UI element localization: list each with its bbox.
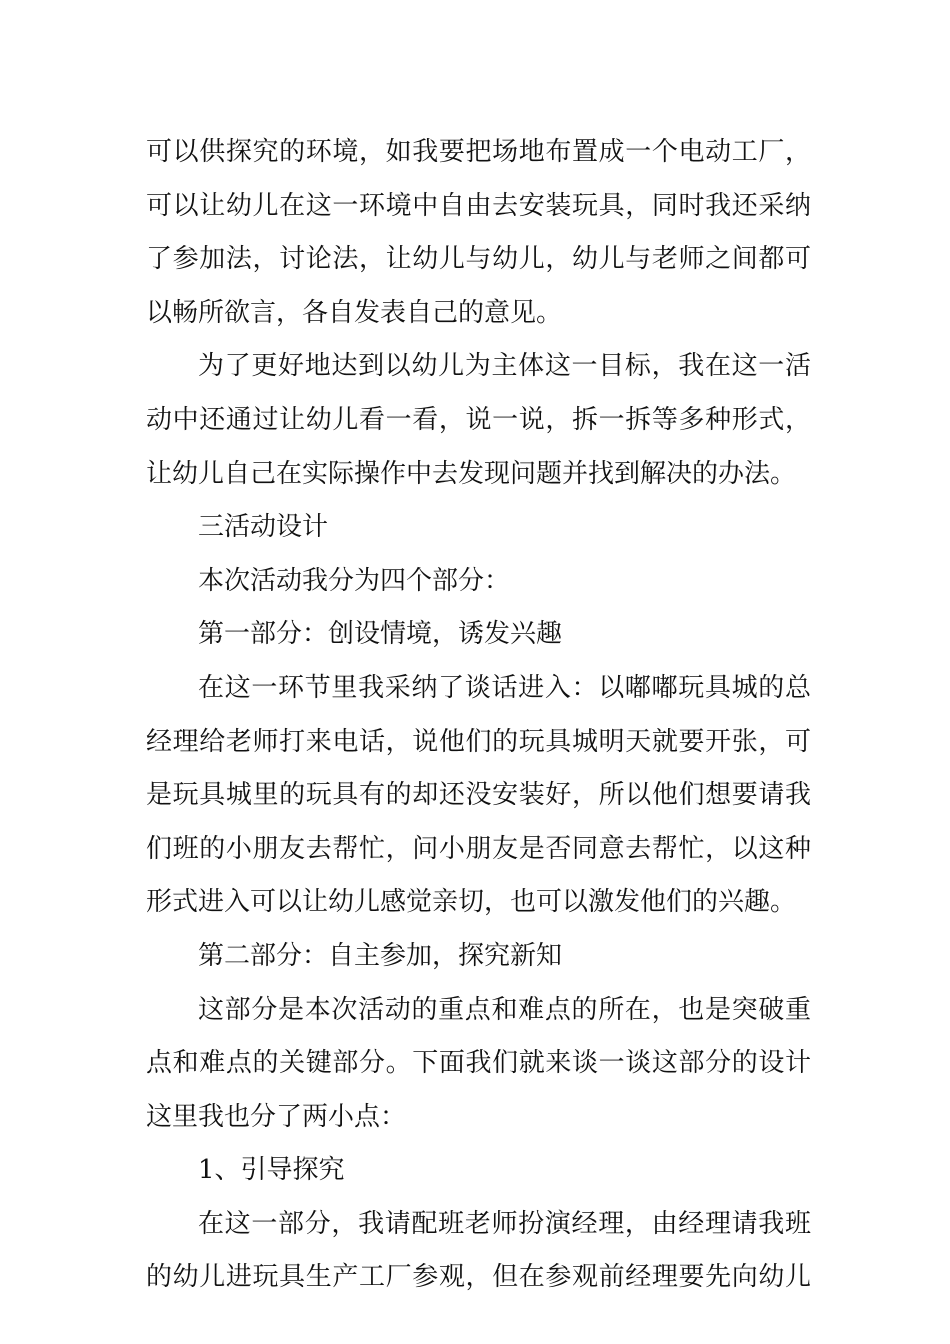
text-line: 这部分是本次活动的重点和难点的所在，也是突破重 — [198, 994, 811, 1025]
text-line: 为了更好地达到以幼儿为主体这一目标，我在这一活 — [198, 351, 811, 382]
section-heading: 三活动设计 — [198, 512, 329, 543]
text-line: 了参加法，讨论法，让幼儿与幼儿，幼儿与老师之间都可 — [146, 244, 811, 275]
text-line: 让幼儿自己在实际操作中去发现问题并找到解决的办法。 — [146, 458, 797, 489]
text-line: 本次活动我分为四个部分： — [198, 565, 511, 596]
text-line: 这里我也分了两小点： — [146, 1101, 407, 1132]
text-line: 形式进入可以让幼儿感觉亲切，也可以激发他们的兴趣。 — [146, 887, 797, 918]
text-line: 动中还通过让幼儿看一看，说一说，拆一拆等多种形式， — [146, 404, 811, 435]
text-line: 是玩具城里的玩具有的却还没安装好，所以他们想要请我 — [146, 780, 811, 811]
text-line: 可以供探究的环境，如我要把场地布置成一个电动工厂， — [146, 137, 811, 167]
text-line: 点和难点的关键部分。下面我们就来谈一谈这部分的设计 — [146, 1048, 811, 1079]
text-line: 们班的小朋友去帮忙，问小朋友是否同意去帮忙，以这种 — [146, 833, 811, 864]
text-line: 以畅所欲言，各自发表自己的意见。 — [146, 297, 563, 328]
text-line: 在这一环节里我采纳了谈话进入：以嘟嘟玩具城的总 — [198, 672, 811, 703]
text-line: 在这一部分，我请配班老师扮演经理，由经理请我班 — [198, 1208, 811, 1239]
text-line: 经理给老师打来电话，说他们的玩具城明天就要开张，可 — [146, 726, 811, 757]
numbered-heading: 1、引导探究 — [198, 1155, 345, 1186]
text-line: 的幼儿进玩具生产工厂参观，但在参观前经理要先向幼儿 — [146, 1262, 811, 1293]
subsection-heading: 第一部分：创设情境，诱发兴趣 — [198, 619, 563, 650]
subsection-heading: 第二部分：自主参加，探究新知 — [198, 940, 563, 971]
document-body — [146, 126, 811, 1305]
text-line: 可以让幼儿在这一环境中自由去安装玩具，同时我还采纳 — [146, 190, 811, 221]
